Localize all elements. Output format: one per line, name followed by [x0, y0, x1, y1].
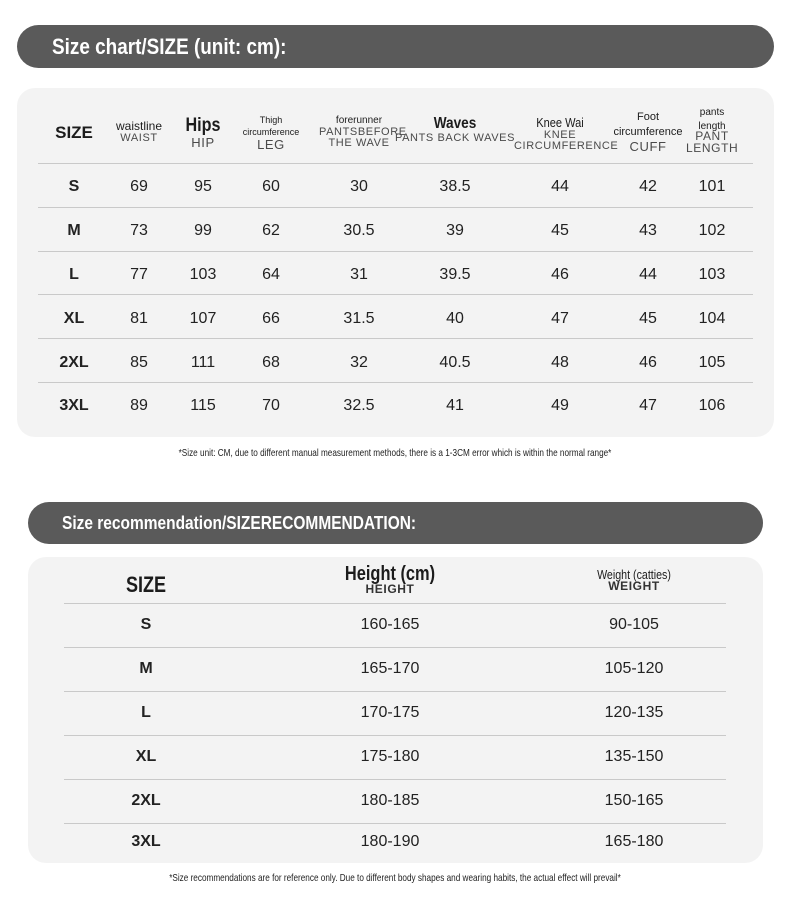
measurement-value: 40.5	[439, 354, 471, 371]
measurement-value: 31	[350, 266, 368, 283]
size-label: XL	[63, 310, 85, 327]
size-label: 3XL	[59, 397, 89, 414]
size-chart-column-header	[395, 116, 515, 144]
size-chart-column-header	[116, 120, 162, 144]
size-label: S	[68, 178, 80, 195]
column-header-label: waistline	[115, 119, 163, 133]
row-divider	[38, 382, 753, 383]
measurement-value: 40	[446, 310, 464, 327]
row-divider	[64, 735, 726, 736]
weight-range: 120-135	[604, 704, 664, 721]
column-header-sublabel: PANTSBEFORE THE WAVE	[319, 125, 407, 149]
measurement-value: 60	[262, 178, 280, 195]
size-label: L	[141, 704, 151, 721]
measurement-value: 70	[262, 397, 280, 414]
height-range: 180-190	[360, 833, 420, 850]
column-header-sublabel: PANTS BACK WAVES	[394, 131, 516, 144]
measurement-value: 44	[639, 266, 657, 283]
measurement-value: 68	[262, 354, 280, 371]
size-chart-column-header	[240, 114, 302, 151]
column-header-label: Knee Wai	[536, 115, 584, 130]
measurement-value: 46	[639, 354, 657, 371]
size-chart-column-header	[613, 110, 683, 153]
column-header-sublabel: KNEE CIRCUMFERENCE	[514, 128, 619, 152]
row-divider	[38, 294, 753, 295]
measurement-value: 85	[130, 354, 148, 371]
measurement-value: 47	[551, 310, 569, 327]
size-label: S	[140, 616, 152, 633]
size-chart-column-header	[55, 124, 93, 142]
weight-range: 150-165	[604, 792, 664, 809]
measurement-value: 49	[551, 397, 569, 414]
size-label: 2XL	[131, 792, 161, 809]
weight-range: 105-120	[604, 660, 664, 677]
measurement-value: 81	[130, 310, 148, 327]
size-recommendation-title-banner	[28, 502, 763, 544]
size-recommendation-table	[28, 557, 763, 863]
size-label: 2XL	[59, 354, 89, 371]
height-range: 180-185	[360, 792, 420, 809]
column-header-label: forerunner	[335, 115, 383, 126]
column-header-sublabel: CUFF	[629, 138, 667, 154]
column-header-label: Waves	[433, 115, 477, 132]
measurement-value: 39	[446, 222, 464, 239]
size-chart-column-header	[514, 115, 619, 152]
row-divider	[38, 163, 753, 164]
size-recommendation-column-header	[589, 568, 679, 592]
measurement-value: 102	[698, 222, 726, 239]
measurement-value: 77	[130, 266, 148, 283]
column-header-sublabel: WAIST	[120, 131, 158, 144]
size-recommendation-column-header	[335, 564, 445, 595]
column-header-sublabel: LEG	[257, 137, 285, 153]
height-range: 170-175	[360, 704, 420, 721]
size-recommendation-column-header	[122, 573, 171, 596]
measurement-value: 43	[639, 222, 657, 239]
measurement-value: 101	[698, 178, 726, 195]
weight-range: 165-180	[604, 833, 664, 850]
measurement-value: 30	[350, 178, 368, 195]
size-label: XL	[135, 748, 157, 765]
size-chart-column-header	[319, 115, 407, 149]
column-header-sublabel: HIP	[191, 134, 215, 150]
column-header-label: Height (cm)	[344, 563, 436, 585]
size-recommendation-title: Size recommendation/SIZERECOMMENDATION:	[62, 512, 417, 533]
measurement-value: 62	[262, 222, 280, 239]
measurement-value: 38.5	[439, 178, 471, 195]
measurement-value: 73	[130, 222, 148, 239]
size-chart-title-banner	[17, 25, 774, 68]
row-divider	[64, 779, 726, 780]
measurement-value: 30.5	[343, 222, 375, 239]
measurement-value: 111	[190, 354, 216, 371]
column-header-label: SIZE	[125, 572, 167, 597]
weight-range: 90-105	[609, 616, 659, 633]
measurement-value: 48	[551, 354, 569, 371]
measurement-value: 89	[130, 397, 148, 414]
measurement-value: 69	[130, 178, 148, 195]
measurement-value: 41	[446, 397, 464, 414]
size-chart-note: *Size unit: CM, due to different manual measurement methods, there is a 1-3CM error which is within the normal range*	[178, 447, 612, 459]
size-label: M	[139, 660, 153, 677]
measurement-value: 104	[698, 310, 726, 327]
row-divider	[38, 207, 753, 208]
height-range: 175-180	[360, 748, 420, 765]
measurement-value: 107	[189, 310, 217, 327]
measurement-value: 95	[194, 178, 212, 195]
row-divider	[64, 603, 726, 604]
measurement-value: 64	[262, 266, 280, 283]
measurement-value: 45	[551, 222, 569, 239]
measurement-value: 103	[189, 266, 217, 283]
column-header-label: SIZE	[55, 123, 93, 142]
measurement-value: 31.5	[343, 310, 375, 327]
measurement-value: 105	[698, 354, 726, 371]
column-header-label: Thigh circumference	[242, 115, 300, 138]
column-header-sublabel: HEIGHT	[365, 582, 415, 596]
measurement-value: 39.5	[439, 266, 471, 283]
column-header-label: Foot circumference	[613, 111, 683, 138]
measurement-value: 66	[262, 310, 280, 327]
size-chart-column-header	[686, 106, 738, 154]
size-chart-table	[17, 88, 774, 437]
row-divider	[38, 338, 753, 339]
size-label: L	[69, 266, 79, 283]
size-label: M	[67, 222, 81, 239]
measurement-value: 115	[190, 397, 216, 414]
weight-range: 135-150	[604, 748, 664, 765]
measurement-value: 47	[639, 397, 657, 414]
column-header-label: Weight (catties)	[597, 567, 671, 582]
height-range: 165-170	[360, 660, 420, 677]
size-chart-title: Size chart/SIZE (unit: cm):	[52, 33, 287, 59]
size-chart-column-header	[182, 116, 223, 149]
size-recommendation-note: *Size recommendations are for reference only. Due to different body shapes and wearing habits, the actual effect will prevail*	[169, 872, 621, 884]
measurement-value: 44	[551, 178, 569, 195]
measurement-value: 32	[350, 354, 368, 371]
column-header-label: Hips	[185, 115, 221, 136]
measurement-value: 32.5	[343, 397, 375, 414]
measurement-value: 103	[698, 266, 726, 283]
column-header-sublabel: WEIGHT	[608, 578, 660, 593]
row-divider	[64, 647, 726, 648]
row-divider	[38, 251, 753, 252]
column-header-sublabel: PANT LENGTH	[686, 129, 739, 155]
size-label: 3XL	[131, 833, 161, 850]
measurement-value: 46	[551, 266, 569, 283]
row-divider	[64, 691, 726, 692]
measurement-value: 45	[639, 310, 657, 327]
height-range: 160-165	[360, 616, 420, 633]
measurement-value: 42	[639, 178, 657, 195]
row-divider	[64, 823, 726, 824]
column-header-label: pants length	[698, 107, 726, 132]
measurement-value: 106	[698, 397, 726, 414]
measurement-value: 99	[194, 222, 212, 239]
